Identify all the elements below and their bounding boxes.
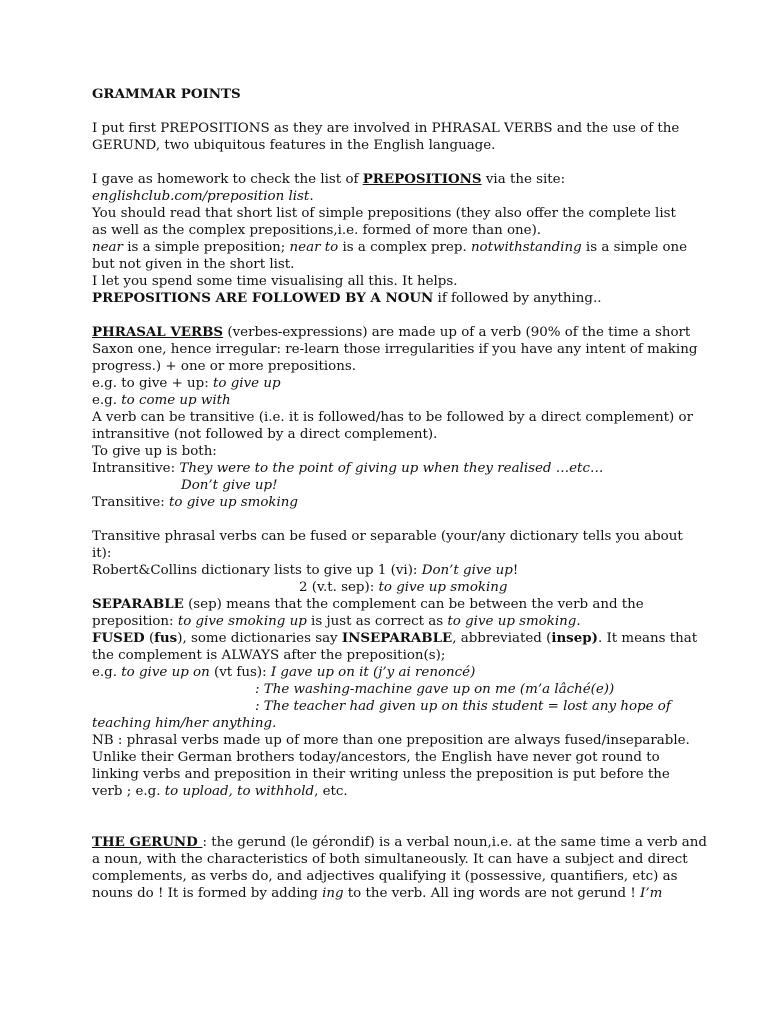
page-title: GRAMMAR POINTS (92, 86, 241, 102)
paragraph-line: verb ; e.g. to upload, to withhold, etc. (92, 784, 348, 799)
paragraph-line: FUSED (fus), some dictionaries say INSEPARABLE, abbreviated (insep). It means that (92, 630, 698, 646)
example-line: teaching him/her anything. (92, 716, 277, 731)
example-line: e.g. to give + up: to give up (92, 376, 281, 391)
paragraph-line: Saxon one, hence irregular: re-learn those irregularities if you have any intent of making (92, 342, 698, 357)
paragraph-line: NB : phrasal verbs made up of more than one preposition are always fused/inseparable. (92, 733, 690, 748)
example-line: : The teacher had given up on this student = lost any hope of (255, 699, 671, 714)
rule-line: PREPOSITIONS ARE FOLLOWED BY A NOUN if followed by anything.. (92, 290, 602, 306)
intro-line: GERUND, two ubiquitous features in the English language. (92, 138, 496, 153)
paragraph-line: To give up is both: (92, 444, 217, 459)
paragraph-line: Unlike their German brothers today/ancestors, the English have never got round to (92, 750, 660, 765)
paragraph-line: linking verbs and preposition in their writing unless the preposition is put before the (92, 767, 670, 782)
paragraph-line: but not given in the short list. (92, 257, 295, 272)
example-line: Intransitive: They were to the point of giving up when they realised …etc… (92, 461, 604, 476)
paragraph-line: Robert&Collins dictionary lists to give up 1 (vi): Don’t give up! (92, 563, 519, 578)
paragraph-line: You should read that short list of simple prepositions (they also offer the complete list (92, 206, 676, 221)
example-line: : The washing-machine gave up on me (m’a lâché(e)) (255, 682, 615, 697)
paragraph-line: it): (92, 546, 112, 561)
paragraph-line: A verb can be transitive (i.e. it is followed/has to be followed by a direct complement) or (92, 410, 693, 425)
paragraph-line: complements, as verbs do, and adjectives qualifying it (possessive, quantifiers, etc) as (92, 869, 678, 884)
paragraph-line: I gave as homework to check the list of PREPOSITIONS via the site: (92, 171, 566, 187)
gerund-heading: THE GERUND (92, 834, 203, 850)
paragraph-line: PHRASAL VERBS (verbes-expressions) are made up of a verb (90% of the time a short (92, 324, 691, 340)
paragraph-line: as well as the complex prepositions,i.e. formed of more than one). (92, 223, 542, 238)
paragraph-line: Transitive phrasal verbs can be fused or separable (your/any dictionary tells you about (92, 529, 683, 544)
example-line: Don’t give up! (181, 478, 278, 493)
paragraph-line: near is a simple preposition; near to is a complex prep. notwithstanding is a simple one (92, 240, 688, 255)
prepositions-heading: PREPOSITIONS (362, 171, 482, 187)
paragraph-line: the complement is ALWAYS after the preposition(s); (92, 648, 446, 663)
paragraph-line: nouns do ! It is formed by adding ing to the verb. All ing words are not gerund ! I’m (92, 886, 663, 901)
document-page (92, 86, 707, 902)
intro-line: I put first PREPOSITIONS as they are involved in PHRASAL VERBS and the use of the (92, 121, 680, 136)
paragraph-line: a noun, with the characteristics of both simultaneously. It can have a subject and direct (92, 852, 688, 867)
paragraph-line: I let you spend some time visualising all this. It helps. (92, 274, 458, 289)
paragraph-line: SEPARABLE (sep) means that the complement can be between the verb and the (92, 596, 644, 612)
phrasal-verbs-heading: PHRASAL VERBS (92, 324, 224, 340)
paragraph-line: 2 (v.t. sep): to give up smoking (299, 580, 508, 595)
paragraph-line: intransitive (not followed by a direct complement). (92, 427, 438, 442)
example-line: Transitive: to give up smoking (92, 495, 299, 510)
site-link: englishclub.com/preposition list. (92, 189, 314, 204)
paragraph-line: progress.) + one or more prepositions. (92, 359, 356, 374)
example-line: e.g. to give up on (vt fus): I gave up on it (j’y ai renoncé) (92, 665, 476, 680)
example-line: e.g. to come up with (92, 393, 231, 408)
paragraph-line: preposition: to give smoking up is just as correct as to give up smoking. (92, 614, 581, 629)
paragraph-line: THE GERUND : the gerund (le gérondif) is a verbal noun,i.e. at the same time a verb and (92, 834, 707, 850)
